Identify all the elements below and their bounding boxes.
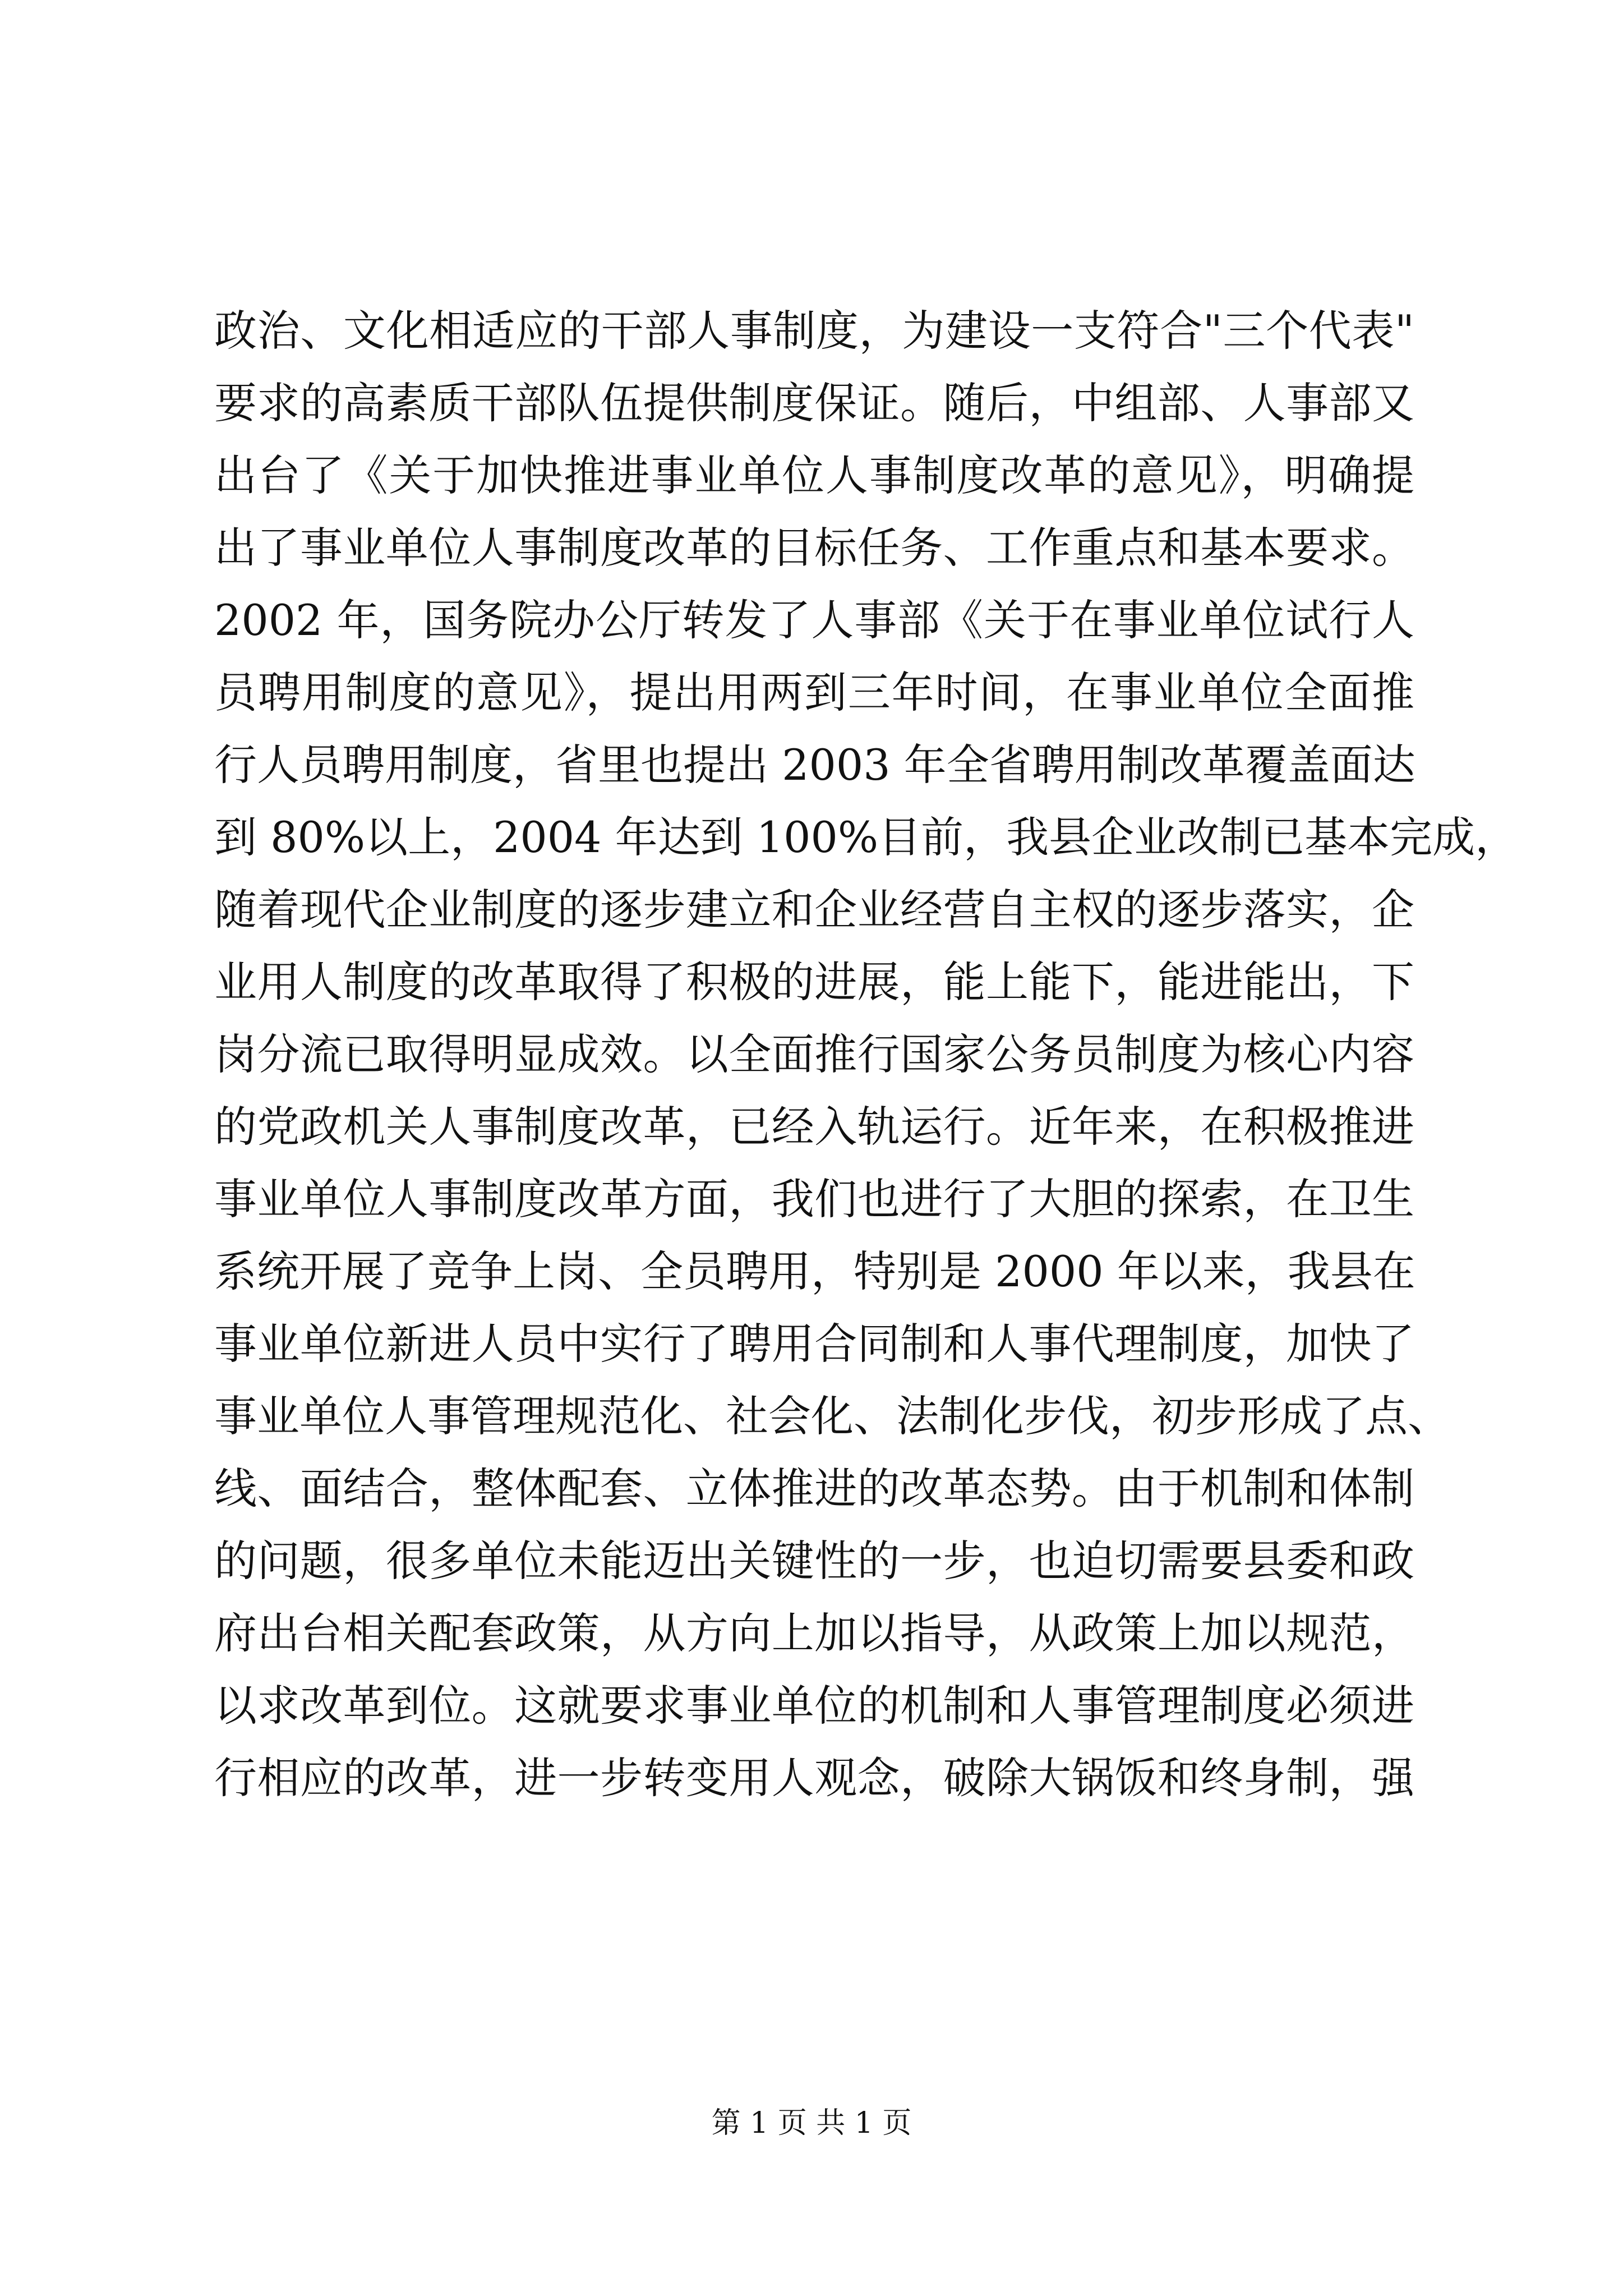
text-line: 出台了《关于加快推进事业单位人事制度改革的意见》，明确提: [214, 450, 1414, 500]
text-line: 到 80%以上，2004 年达到 100%目前，我县企业改制已基本完成，: [214, 812, 1518, 862]
text-line: 员聘用制度的意见》，提出用两到三年时间，在事业单位全面推: [214, 668, 1414, 717]
text-line: 行相应的改革，进一步转变用人观念，破除大锅饭和终身制，强: [214, 1753, 1414, 1803]
text-line: 要求的高素质干部队伍提供制度保证。随后，中组部、人事部又: [214, 378, 1414, 428]
body-paragraph: [214, 295, 1518, 1814]
text-line: 事业单位人事管理规范化、社会化、法制化步伐，初步形成了点、: [214, 1391, 1450, 1441]
page-number-footer: 第 1 页 共 1 页: [711, 2106, 912, 2140]
text-line: 业用人制度的改革取得了积极的进展，能上能下，能进能出，下: [214, 957, 1414, 1007]
text-line: 行人员聘用制度，省里也提出 2003 年全省聘用制改革覆盖面达: [214, 740, 1415, 790]
text-line: 事业单位新进人员中实行了聘用合同制和人事代理制度，加快了: [214, 1319, 1414, 1369]
text-line: 系统开展了竞争上岗、全员聘用，特别是 2000 年以来，我县在: [214, 1246, 1415, 1296]
text-line: 以求改革到位。这就要求事业单位的机制和人事管理制度必须进: [214, 1681, 1414, 1731]
text-line: 2002 年，国务院办公厅转发了人事部《关于在事业单位试行人: [214, 595, 1414, 645]
text-line: 线、面结合，整体配套、立体推进的改革态势。由于机制和体制: [214, 1464, 1414, 1513]
text-line: 的党政机关人事制度改革，已经入轨运行。近年来，在积极推进: [214, 1102, 1414, 1152]
text-line: 出了事业单位人事制度改革的目标任务、工作重点和基本要求。: [214, 523, 1414, 573]
text-line: 府出台相关配套政策，从方向上加以指导，从政策上加以规范，: [214, 1608, 1414, 1658]
text-line: 政治、文化相适应的干部人事制度，为建设一支符合"三个代表": [214, 306, 1414, 356]
text-line: 岗分流已取得明显成效。以全面推行国家公务员制度为核心内容: [214, 1029, 1414, 1079]
text-line: 的问题，很多单位未能迈出关键性的一步，也迫切需要县委和政: [214, 1536, 1414, 1586]
text-line: 随着现代企业制度的逐步建立和企业经营自主权的逐步落实，企: [214, 885, 1414, 935]
text-line: 事业单位人事制度改革方面，我们也进行了大胆的探索，在卫生: [214, 1174, 1414, 1224]
